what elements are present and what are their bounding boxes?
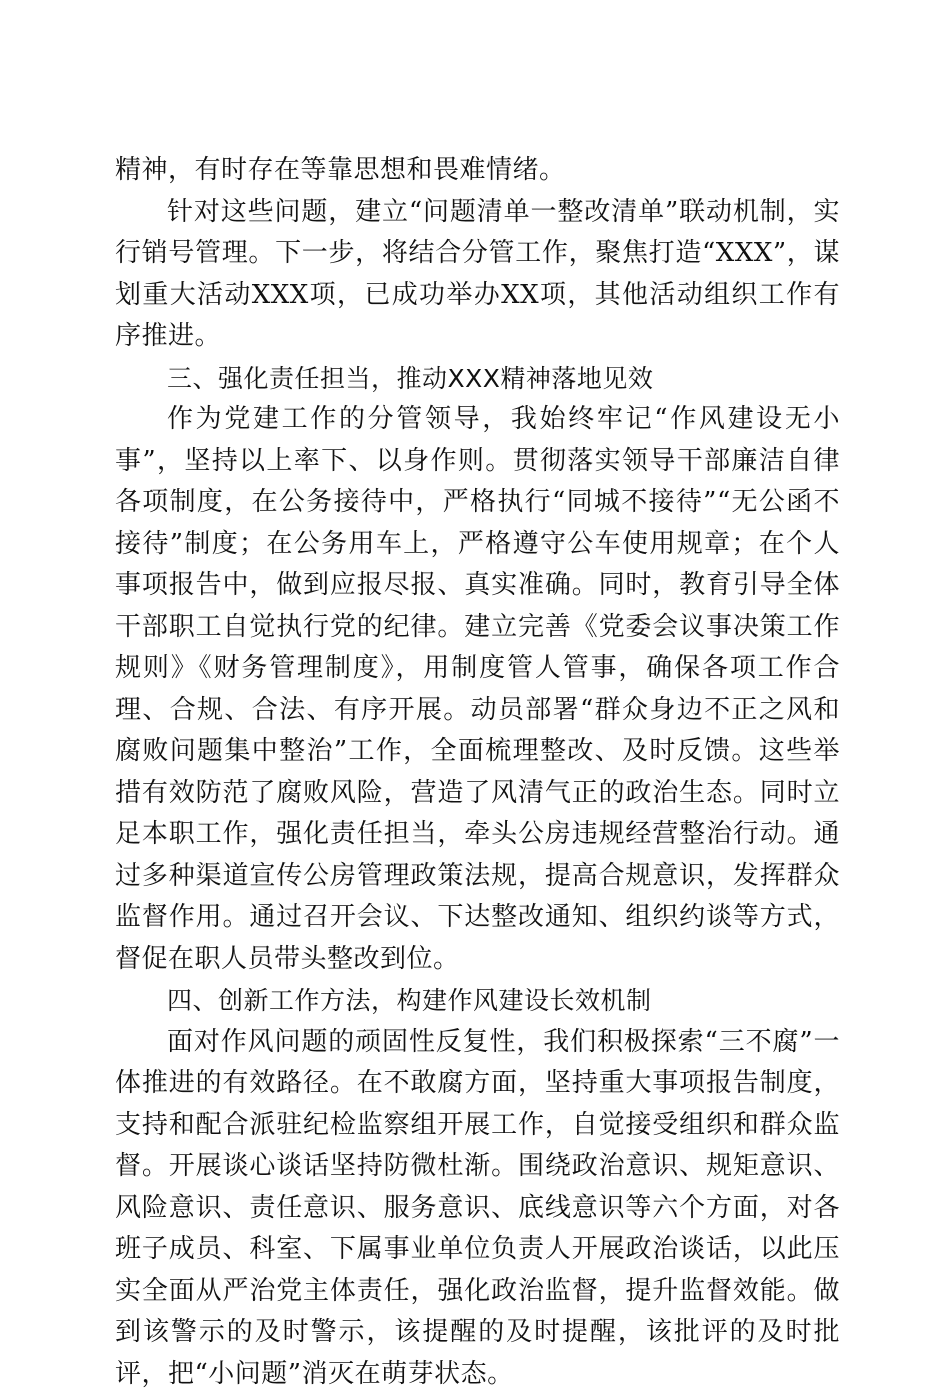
document-body (115, 150, 840, 1395)
section-heading-3: 三、强化责任担当，推动XXX精神落地见效 (115, 358, 840, 400)
section-heading-4: 四、创新工作方法，构建作风建设长效机制 (115, 980, 840, 1022)
paragraph-responsibility: 作为党建工作的分管领导，我始终牢记“作风建设无小事”，坚持以上率下、以身作则。贯彻落实领导干部廉洁自律各项制度，在公务接待中，严格执行“同城不接待”“无公函不接待”制度；在公务用车上，严格遵守公车使用规章；在个人事项报告中，做到应报尽报、真实准确。同时，教育引导全体干部职工自觉执行党的纪律。建立完善《党委会议事决策工作规则》《财务管理制度》，用制度管人管事，确保各项工作合理、合规、合法、有序开展。动员部署“群众身边不正之风和腐败问题集中整治”工作，全面梳理整改、及时反馈。这些举措有效防范了腐败风险，营造了风清气正的政治生态。同时立足本职工作，强化责任担当，牵头公房违规经营整治行动。通过多种渠道宣传公房管理政策法规，提高合规意识，发挥群众监督作用。通过召开会议、下达整改通知、组织约谈等方式，督促在职人员带头整改到位。 (115, 399, 840, 980)
paragraph-continuation: 精神，有时存在等靠思想和畏难情绪。 (115, 150, 840, 192)
paragraph-innovation: 面对作风问题的顽固性反复性，我们积极探索“三不腐”一体推进的有效路径。在不敢腐方面，坚持重大事项报告制度，支持和配合派驻纪检监察组开展工作，自觉接受组织和群众监督。开展谈心谈话坚持防微杜渐。围绕政治意识、规矩意识、风险意识、责任意识、服务意识、底线意识等六个方面，对各班子成员、科室、下属事业单位负责人开展政治谈话，以此压实全面从严治党主体责任，强化政治监督，提升监督效能。做到该警示的及时警示，该提醒的及时提醒，该批评的及时批评，把“小问题”消灭在萌芽状态。 (115, 1022, 840, 1395)
paragraph-rectification: 针对这些问题，建立“问题清单一整改清单”联动机制，实行销号管理。下一步，将结合分管工作，聚焦打造“XXX”，谋划重大活动XXX项，已成功举办XX项，其他活动组织工作有序推进。 (115, 192, 840, 358)
